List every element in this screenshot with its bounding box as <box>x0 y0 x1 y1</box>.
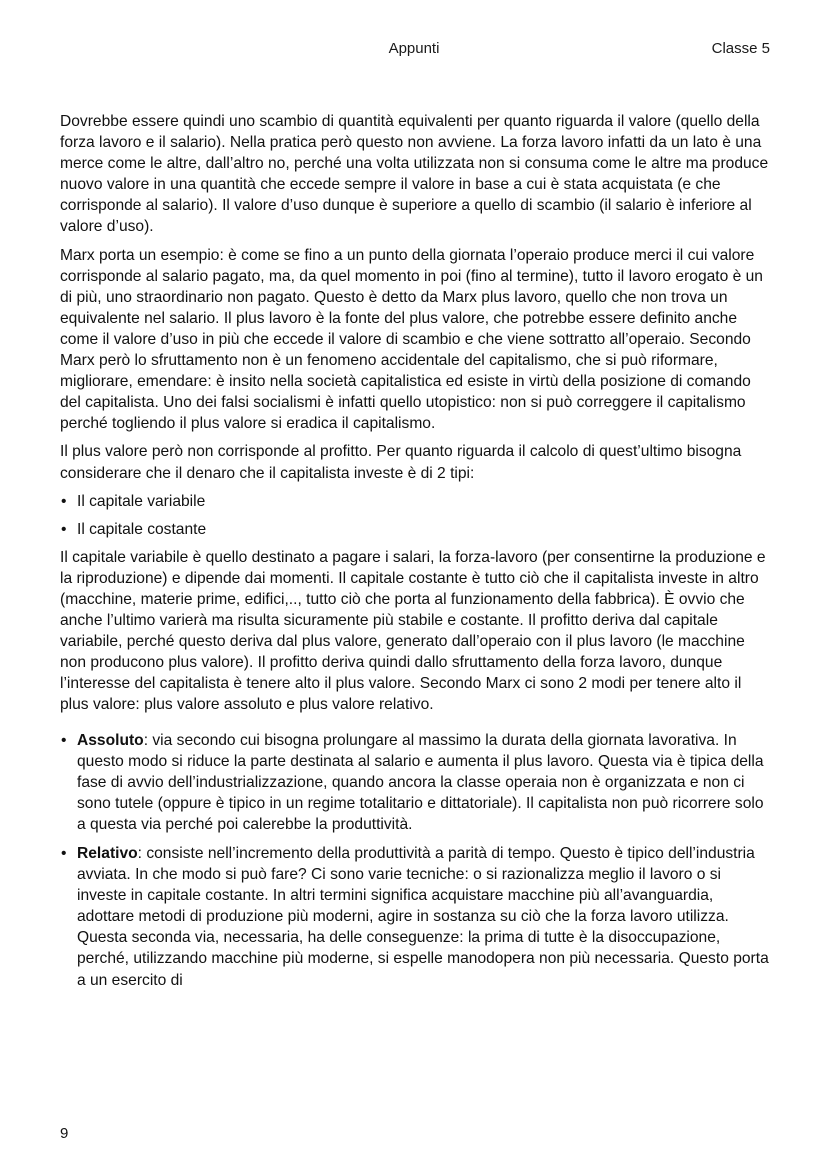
page-content <box>60 111 772 999</box>
paragraph-capital: Il capitale variabile è quello destinato a pagare i salari, la forza-lavoro (per consentirne la produzione e la riproduzione) e dipende dai momenti. Il capitale costante è tutto ciò che il capitalista investe in altro (macchine, materie prime, edifici,.., tutto ciò che porta al funzionamento della fabbrica). È ovvio che anche l’ultimo varierà ma risulta sicuramente più stabile e costante. Il profitto deriva dal capitale variabile, perché questo deriva dal plus valore, generato dall’operaio con il plus lavoro (le macchine non producono plus valore). Il profitto deriva quindi dallo sfruttamento della forza lavoro, dunque l’interesse del capitalista è tenere alto il plus valore. Secondo Marx ci sono 2 modi per tenere alto il plus valore: plus valore assoluto e plus valore relativo. <box>60 548 766 714</box>
paragraph-marx-example: Marx porta un esempio: è come se fino a un punto della giornata l’operaio produce merci il cui valore corrisponde al salario pagato, ma, da quel momento in poi (fino al termine), tutto il lavoro erogato è un di più, uno straordinario non pagato. Questo è detto da Marx plus lavoro, quello che non trova un equivalente nel salario. Il plus lavoro è la fonte del plus valore, che potrebbe essere definito anche come il valore d’uso in più che eccede il valore di scambio e che viene sottratto all’operaio. Secondo Marx però lo sfruttamento non è un fenomeno accidentale del capitalismo, che si può riformare, migliorare, emendare: è insito nella società capitalistica ed esiste in virtù della posizione di comando del capitalista. Uno dei falsi socialismi è infatti quello utopistico: non si può correggere il capitalismo perché togliendo il plus valore si eradica il capitalismo. <box>60 246 763 433</box>
list-item: • Il capitale variabile <box>60 491 772 512</box>
list-item-absolute <box>60 730 772 835</box>
capital-types-list <box>60 491 772 540</box>
class-label: Classe 5 <box>711 40 770 57</box>
list-item: • Il capitale costante <box>60 519 772 540</box>
term-relative: Relativo <box>77 845 138 862</box>
paragraph-profit: Il plus valore però non corrisponde al profitto. Per quanto riguarda il calcolo di quest’ultimo bisogna considerare che il denaro che il capitalista investe è di 2 tipi: <box>60 443 742 482</box>
term-absolute: Assoluto <box>77 731 144 749</box>
paragraph-exchange-value: Dovrebbe essere quindi uno scambio di quantità equivalenti per quanto riguarda il valore (quello della forza lavoro e il salario). Nella pratica però questo non avviene. La forza lavoro infatti da un lato è una merce come le altre, dall’altro no, perché una volta utilizzata non si consuma come le altre ma produce nuovo valore in una quantità che eccede sempre il valore in base a cui è stata acquistata (e che corrisponde al salario). Il valore d’uso dunque è superiore a quello di scambio (il salario è inferiore al valore d’uso). <box>60 113 769 236</box>
definition-absolute: : via secondo cui bisogna prolungare al massimo la durata della giornata lavorativa. In questo modo si riduce la parte destinata al salario e aumenta il plus lavoro. Questa via è tipica della fase di avvio dell’industrializzazione, quando ancora la classe operaia non è organizzata e non ci sono tutele (oppure è tipico in un regime totalitario e dittatoriale). Il capitalista non può ricorrere solo a questa via perché poi calerebbe la produttività. <box>77 731 764 833</box>
definition-relative: : consiste nell’incremento della produttività a parità di tempo. Questo è tipico dell’industria avviata. In che modo si può fare? Ci sono varie tecniche: o si razionalizza meglio il lavoro o si investe in capitale costante. In altri termini significa acquistare macchine più all’avanguardia, adottare metodi di produzione più moderni, agire in sostanza su ciò che la forza lavoro utilizza. Questa seconda via, necessaria, ha delle conseguenze: la prima di tutte è la disoccupazione, perché, utilizzando macchine più moderne, si espelle manodopera non più necessaria. Questo porta a un esercito di <box>77 845 769 989</box>
document-title: Appunti <box>388 40 440 57</box>
page-number: 9 <box>60 1125 69 1142</box>
list-item-relative <box>60 843 772 991</box>
surplus-methods-list <box>60 730 772 991</box>
